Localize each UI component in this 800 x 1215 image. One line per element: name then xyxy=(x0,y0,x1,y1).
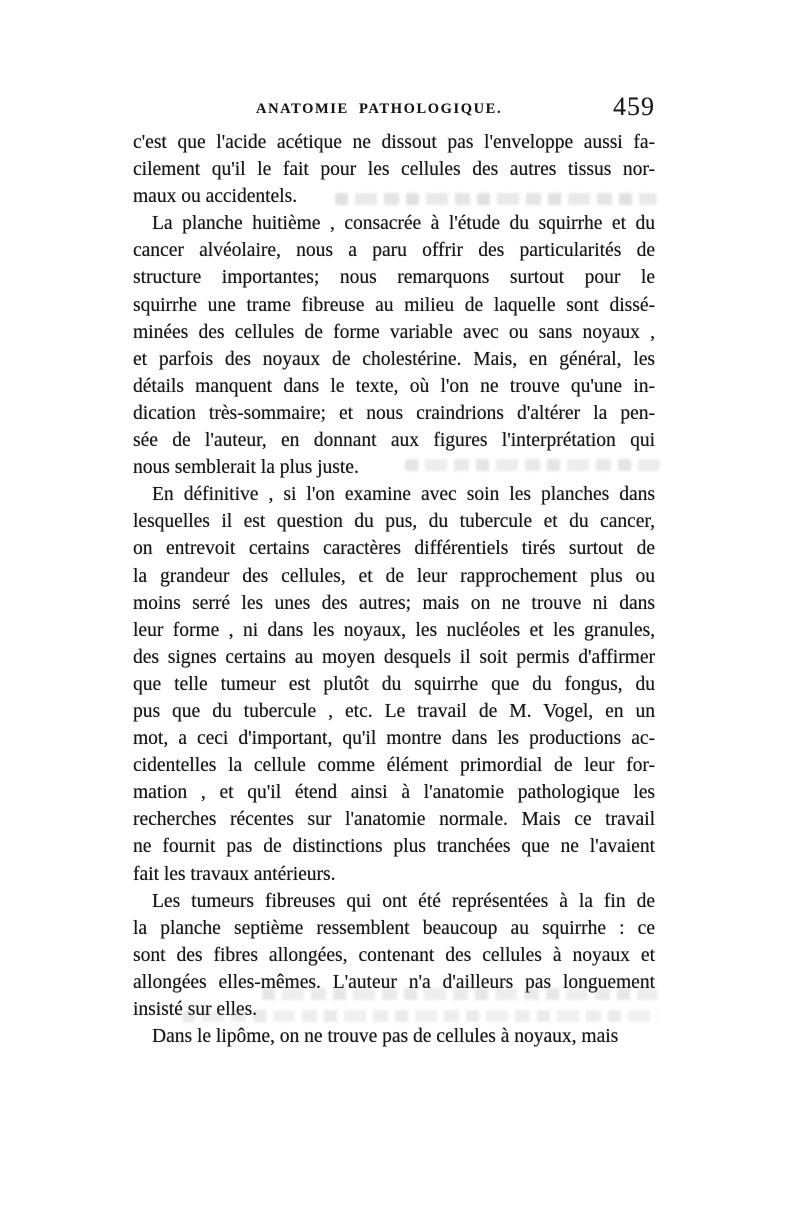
text-line: moins serré les unes des autres; mais on ne trouve ni dans xyxy=(133,592,655,614)
text-line: mot, a ceci d'important, qu'il montre dans les productions ac- xyxy=(133,728,655,750)
text-line: Les tumeurs fibreuses qui ont été représentées à la fin de xyxy=(152,890,655,912)
text-line: cancer alvéolaire, nous a paru offrir des particularités de xyxy=(133,240,655,262)
text-line: ne fournit pas de distinctions plus tranchées que ne l'avaient xyxy=(133,836,655,858)
text-line: maux ou accidentels. xyxy=(133,186,298,208)
text-line: fait les travaux antérieurs. xyxy=(133,863,336,885)
text-line: recherches récentes sur l'anatomie normale. Mais ce travail xyxy=(133,809,655,831)
bleed-through-artifact xyxy=(262,988,658,1000)
text-line: dication très-sommaire; et nous craindrions d'altérer la pen- xyxy=(133,402,655,424)
text-line: des signes certains au moyen desquels il soit permis d'affirmer xyxy=(133,646,655,668)
paragraph xyxy=(133,481,655,887)
paragraph xyxy=(133,210,655,481)
text-line: lesquelles il est question du pus, du tubercule et du cancer, xyxy=(133,511,655,533)
text-line: c'est que l'acide acétique ne dissout pas l'enveloppe aussi fa- xyxy=(133,132,655,153)
text-line: insisté sur elles. xyxy=(133,999,258,1020)
page-header xyxy=(133,92,655,124)
paragraph xyxy=(133,1023,655,1050)
text-line: minées des cellules de forme variable avec ou sans noyaux , xyxy=(133,321,655,343)
text-line: la planche septième ressemblent beaucoup au squirrhe : ce xyxy=(133,917,655,939)
text-line: leur forme , ni dans les noyaux, les nucléoles et les granules, xyxy=(133,619,655,641)
text-line: on entrevoit certains caractères différentiels tirés surtout de xyxy=(133,538,655,560)
text-line: la grandeur des cellules, et de leur rapprochement plus ou xyxy=(133,565,655,587)
text-line: que telle tumeur est plutôt du squirrhe que du fongus, du xyxy=(133,673,655,695)
text-line: et parfois des noyaux de cholestérine. Mais, en général, les xyxy=(133,348,655,370)
text-line: structure importantes; nous remarquons surtout pour le xyxy=(133,267,655,289)
page-number: 459 xyxy=(613,92,655,121)
text-line: cilement qu'il le fait pour les cellules des autres tissus nor- xyxy=(133,159,655,181)
text-line: En définitive , si l'on examine avec soin les planches dans xyxy=(152,484,655,506)
running-title: ANATOMIE PATHOLOGIQUE. xyxy=(256,101,503,117)
text-line: squirrhe une trame fibreuse au milieu de laquelle sont dissé- xyxy=(133,294,655,316)
text-line: mation , et qu'il étend ainsi à l'anatomie pathologique les xyxy=(133,782,655,804)
text-line: nous semblerait la plus juste. xyxy=(133,457,359,479)
text-line: sée de l'auteur, en donnant aux figures l'interprétation qui xyxy=(133,430,655,452)
bleed-through-artifact xyxy=(405,459,660,471)
text-line: Dans le lipôme, on ne trouve pas de cellules à noyaux, mais xyxy=(152,1026,619,1048)
bleed-through-artifact xyxy=(335,193,657,205)
text-line: cidentelles la cellule comme élément primordial de leur for- xyxy=(133,755,655,777)
bleed-through-artifact xyxy=(182,1010,658,1022)
text-line: sont des fibres allongées, contenant des cellules à noyaux et xyxy=(133,944,655,966)
text-line: La planche huitième , consacrée à l'étude du squirrhe et du xyxy=(152,213,655,235)
text-line: pus que du tubercule , etc. Le travail de M. Vogel, en un xyxy=(133,700,655,722)
page-text xyxy=(133,129,655,1050)
text-line: détails manquent dans le texte, où l'on ne trouve qu'une in- xyxy=(133,375,655,397)
text-line: allongées elles-mêmes. L'auteur n'a d'ailleurs pas longuement xyxy=(133,971,655,993)
paragraph xyxy=(133,888,655,1023)
